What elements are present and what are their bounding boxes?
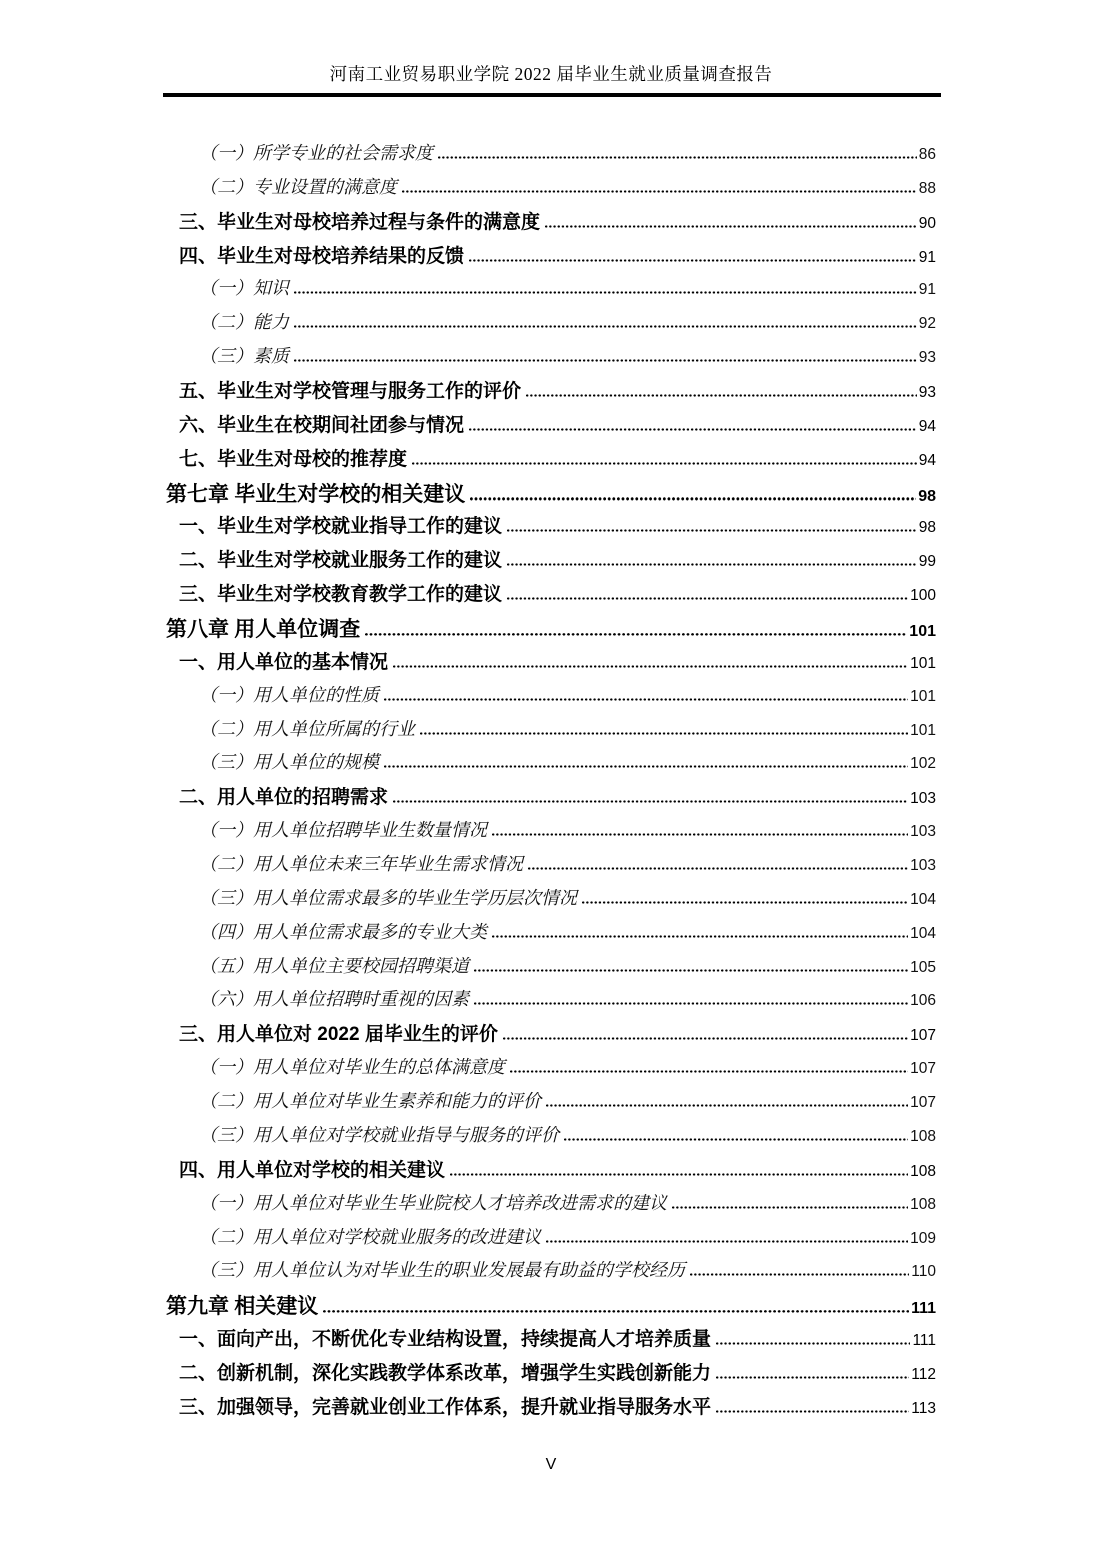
- toc-entry-page: 106: [910, 992, 936, 1010]
- toc-entry-label: （五）用人单位主要校园招聘渠道: [199, 955, 469, 976]
- toc-dot-leader: [507, 563, 917, 566]
- toc-entry[interactable]: [166, 410, 936, 444]
- toc-entry[interactable]: [166, 782, 936, 816]
- toc-entry-label: （一）用人单位对毕业生的总体满意度: [199, 1057, 505, 1078]
- toc-entry-page: 107: [910, 1060, 936, 1078]
- toc-entry[interactable]: [166, 579, 936, 613]
- toc-dot-leader: [470, 497, 916, 501]
- toc-entry-page: 101: [910, 687, 936, 705]
- toc-entry[interactable]: [166, 511, 936, 545]
- toc-entry-label: 一、面向产出，不断优化专业结构设置，持续提高人才培养质量: [179, 1329, 712, 1351]
- toc-dot-leader: [384, 698, 908, 701]
- toc-dot-leader: [323, 1310, 909, 1314]
- toc-dot-leader: [564, 1138, 908, 1141]
- toc-entry[interactable]: [166, 241, 936, 275]
- toc-entry[interactable]: [166, 1392, 936, 1426]
- toc-entry-label: 五、毕业生对学校管理与服务工作的评价: [179, 381, 522, 403]
- toc-entry-label: 三、毕业生对母校培养过程与条件的满意度: [179, 211, 541, 233]
- toc-entry-page: 111: [911, 1300, 936, 1318]
- toc-entry[interactable]: [166, 207, 936, 241]
- toc-dot-leader: [393, 800, 908, 803]
- toc-entry-label: （六）用人单位招聘时重视的因素: [199, 989, 469, 1010]
- toc-entry[interactable]: [166, 1223, 936, 1257]
- toc-dot-leader: [582, 901, 908, 904]
- toc-entry[interactable]: [166, 1087, 936, 1121]
- toc-dot-leader: [294, 291, 917, 294]
- toc-entry-label: 七、毕业生对母校的推荐度: [179, 448, 408, 470]
- toc-entry[interactable]: [166, 1290, 936, 1324]
- toc-entry[interactable]: [166, 478, 936, 512]
- toc-entry-page: 92: [918, 315, 936, 333]
- toc-entry-label: 六、毕业生在校期间社团参与情况: [179, 414, 465, 436]
- header-rule: [163, 93, 941, 97]
- toc-entry[interactable]: [166, 1324, 936, 1358]
- toc-dot-leader: [294, 359, 917, 362]
- toc-entry-page: 101: [910, 721, 936, 739]
- toc-entry-page: 94: [918, 417, 936, 435]
- toc-dot-leader: [402, 190, 917, 193]
- toc-entry-page: 111: [912, 1332, 936, 1350]
- toc-entry-page: 90: [918, 214, 936, 232]
- toc-entry-label: （二）能力: [199, 312, 289, 333]
- toc-dot-leader: [474, 969, 908, 972]
- toc-entry-label: 二、毕业生对学校就业服务工作的建议: [179, 550, 503, 572]
- toc-entry-page: 109: [910, 1229, 936, 1247]
- toc-entry-page: 101: [910, 654, 936, 672]
- toc-entry-label: （三）用人单位需求最多的毕业生学历层次情况: [199, 887, 577, 908]
- toc-entry-label: （一）所学专业的社会需求度: [199, 143, 433, 163]
- toc-entry-page: 103: [910, 857, 936, 875]
- toc-entry-page: 93: [918, 349, 936, 367]
- toc-entry-page: 91: [918, 281, 936, 299]
- toc: [166, 139, 936, 1426]
- toc-entry-label: 二、用人单位的招聘需求: [179, 787, 389, 809]
- toc-entry[interactable]: [166, 816, 936, 850]
- toc-entry[interactable]: [166, 715, 936, 749]
- toc-entry-page: 112: [911, 1365, 936, 1383]
- toc-entry[interactable]: [166, 985, 936, 1019]
- toc-entry[interactable]: [166, 613, 936, 647]
- toc-entry-label: 二、创新机制，深化实践教学体系改革，增强学生实践创新能力: [179, 1362, 712, 1384]
- toc-dot-leader: [474, 1002, 908, 1005]
- toc-entry-page: 103: [910, 823, 936, 841]
- toc-entry-page: 107: [910, 1094, 936, 1112]
- toc-entry-page: 88: [918, 179, 936, 197]
- toc-dot-leader: [393, 665, 908, 668]
- toc-entry-page: 103: [910, 790, 936, 808]
- toc-dot-leader: [672, 1206, 908, 1209]
- toc-entry-label: （四）用人单位需求最多的专业大类: [199, 921, 487, 942]
- toc-dot-leader: [492, 833, 908, 836]
- toc-entry-label: （三）用人单位的规模: [199, 752, 379, 773]
- toc-dot-leader: [526, 394, 917, 397]
- footer-page-number: V: [545, 1456, 557, 1473]
- header-title: 河南工业贸易职业学院 2022 届毕业生就业质量调查报告: [329, 64, 773, 84]
- toc-entry-page: 94: [918, 451, 936, 469]
- toc-dot-leader: [450, 1173, 908, 1176]
- toc-entry-label: 四、毕业生对母校培养结果的反馈: [179, 245, 465, 267]
- toc-dot-leader: [510, 1070, 908, 1073]
- toc-entry[interactable]: [166, 850, 936, 884]
- toc-entry-label: 一、毕业生对学校就业指导工作的建议: [179, 516, 503, 538]
- toc-entry-label: （三）用人单位对学校就业指导与服务的评价: [199, 1124, 559, 1145]
- toc-entry-page: 99: [918, 553, 936, 571]
- toc-dot-leader: [469, 428, 917, 431]
- toc-entry-label: （二）用人单位对毕业生素养和能力的评价: [199, 1091, 541, 1112]
- toc-entry[interactable]: [166, 884, 936, 918]
- toc-entry-label: （一）知识: [199, 278, 289, 299]
- toc-entry[interactable]: [166, 1256, 936, 1290]
- toc-dot-leader: [420, 732, 908, 735]
- toc-entry-page: 104: [910, 924, 936, 942]
- toc-entry-label: 第七章 毕业生对学校的相关建议: [166, 481, 466, 506]
- toc-dot-leader: [690, 1273, 909, 1276]
- toc-entry-label: 一、用人单位的基本情况: [179, 651, 389, 673]
- toc-entry[interactable]: [166, 1019, 936, 1053]
- toc-dot-leader: [412, 462, 917, 465]
- toc-entry[interactable]: [166, 274, 936, 308]
- toc-dot-leader: [507, 529, 917, 532]
- toc-entry-label: （二）用人单位未来三年毕业生需求情况: [199, 854, 523, 875]
- toc-entry-label: （三）用人单位认为对毕业生的职业发展最有助益的学校经历: [199, 1260, 685, 1281]
- toc-dot-leader: [469, 259, 917, 262]
- toc-entry-label: 三、用人单位对 2022 届毕业生的评价: [179, 1024, 498, 1046]
- toc-entry[interactable]: [166, 1053, 936, 1087]
- toc-entry-page: 110: [911, 1263, 936, 1281]
- toc-entry[interactable]: [166, 1155, 936, 1189]
- toc-dot-leader: [545, 225, 917, 228]
- toc-entry-label: （一）用人单位的性质: [199, 684, 379, 705]
- toc-entry-label: 三、毕业生对学校教育教学工作的建议: [179, 584, 503, 606]
- toc-entry-label: （二）专业设置的满意度: [199, 176, 397, 197]
- toc-dot-leader: [528, 867, 908, 870]
- toc-entry[interactable]: [166, 173, 936, 207]
- toc-dot-leader: [384, 765, 908, 768]
- toc-entry-page: 108: [910, 1127, 936, 1145]
- toc-entry-label: 四、用人单位对学校的相关建议: [179, 1159, 446, 1181]
- toc-entry-page: 100: [910, 587, 936, 605]
- toc-entry-page: 101: [909, 623, 936, 641]
- toc-entry[interactable]: [166, 681, 936, 715]
- toc-entry[interactable]: [166, 647, 936, 681]
- toc-entry-label: 第八章 用人单位调查: [166, 617, 361, 642]
- toc-entry-page: 107: [910, 1027, 936, 1045]
- toc-entry-page: 105: [910, 958, 936, 976]
- toc-entry-page: 93: [918, 384, 936, 402]
- toc-entry-page: 86: [918, 146, 936, 163]
- toc-entry[interactable]: [166, 545, 936, 579]
- toc-entry[interactable]: [166, 308, 936, 342]
- toc-entry[interactable]: [166, 1121, 936, 1155]
- toc-entry[interactable]: [166, 918, 936, 952]
- toc-entry-label: 第九章 相关建议: [166, 1294, 319, 1319]
- toc-dot-leader: [716, 1376, 909, 1379]
- toc-dot-leader: [546, 1104, 908, 1107]
- toc-entry-page: 98: [918, 519, 936, 537]
- toc-entry-page: 108: [910, 1162, 936, 1180]
- toc-entry-label: （二）用人单位所属的行业: [199, 718, 415, 739]
- toc-entry[interactable]: [166, 1189, 936, 1223]
- toc-entry[interactable]: [166, 342, 936, 376]
- toc-dot-leader: [503, 1037, 908, 1040]
- toc-entry-label: （三）素质: [199, 346, 289, 367]
- toc-entry-page: 102: [910, 755, 936, 773]
- toc-entry-page: 108: [910, 1195, 936, 1213]
- toc-dot-leader: [716, 1410, 909, 1413]
- toc-entry[interactable]: [166, 748, 936, 782]
- toc-entry[interactable]: [166, 376, 936, 410]
- toc-entry-page: 98: [918, 487, 936, 505]
- toc-entry[interactable]: [166, 444, 936, 478]
- toc-dot-leader: [365, 633, 907, 637]
- toc-entry-page: 91: [918, 248, 936, 266]
- toc-entry[interactable]: [166, 952, 936, 986]
- toc-dot-leader: [546, 1240, 908, 1243]
- toc-dot-leader: [294, 325, 917, 328]
- toc-entry-label: 三、加强领导，完善就业创业工作体系，提升就业指导服务水平: [179, 1396, 712, 1418]
- toc-entry[interactable]: [166, 139, 936, 173]
- toc-entry-label: （二）用人单位对学校就业服务的改进建议: [199, 1226, 541, 1247]
- toc-entry-page: 113: [911, 1399, 936, 1417]
- toc-dot-leader: [492, 935, 908, 938]
- toc-dot-leader: [438, 156, 917, 159]
- toc-entry-label: （一）用人单位对毕业生毕业院校人才培养改进需求的建议: [199, 1192, 667, 1213]
- toc-entry-label: （一）用人单位招聘毕业生数量情况: [199, 820, 487, 841]
- toc-dot-leader: [716, 1342, 910, 1345]
- toc-entry-page: 104: [910, 890, 936, 908]
- toc-entry[interactable]: [166, 1358, 936, 1392]
- toc-dot-leader: [507, 597, 908, 600]
